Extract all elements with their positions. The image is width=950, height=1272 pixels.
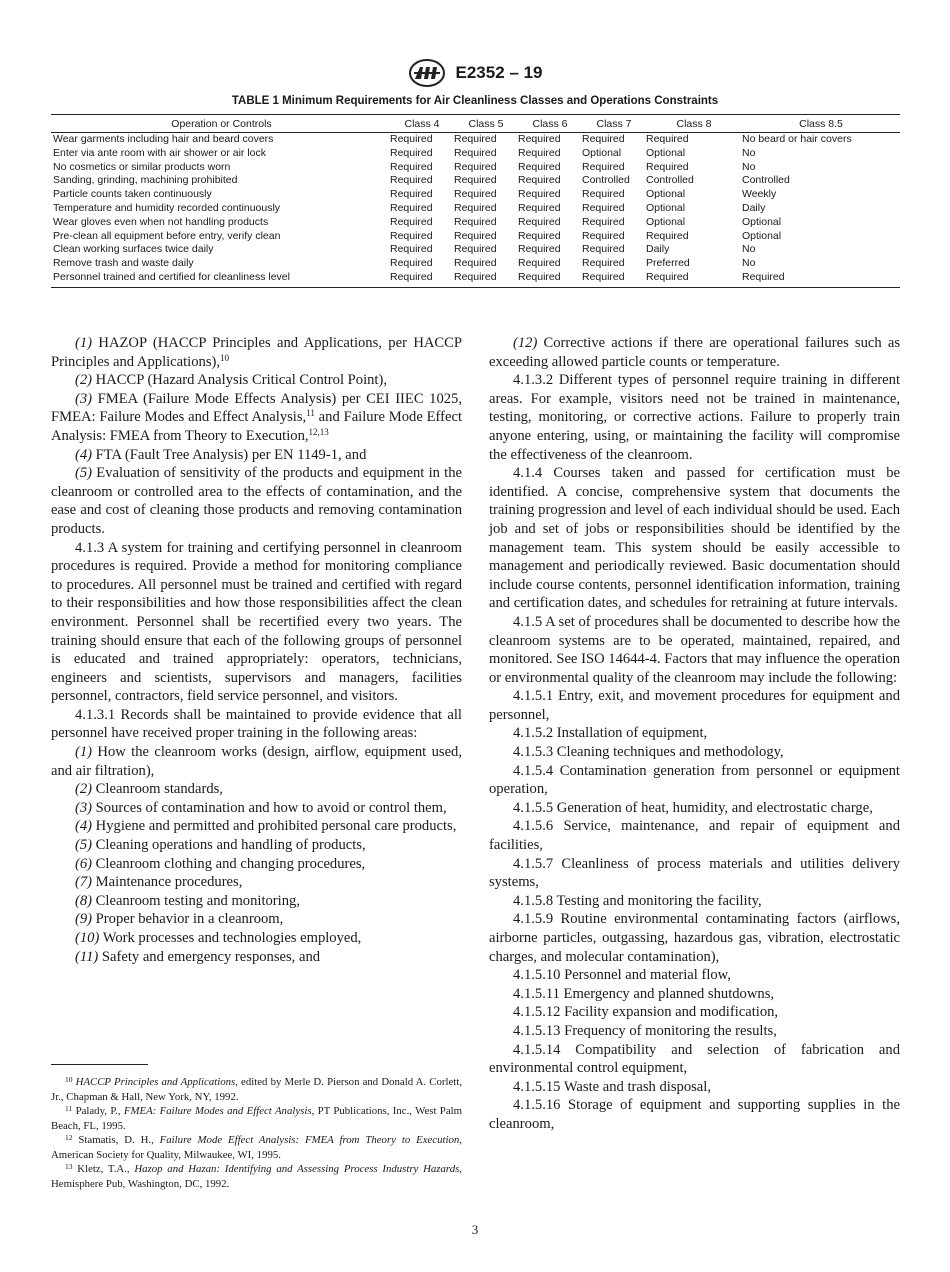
table-row <box>51 133 900 147</box>
requirement-cell: Optional <box>646 215 686 228</box>
paragraph-4-1-3: 4.1.3 A system for training and certifying personnel in cleanroom procedures is required. Provide a method for monitoring compliance to procedures. All personnel must be trained and certified with regard to their responsibilities and how those responsibilities affect the clean environment. Personnel shall be recertified every two years. The training should ensure that each of the following groups of personnel is educated and trained appropriately: operators, technicians, engineers and scientists, supervisors and managers, facilities personnel, contractors, field service personnel, and visitors. <box>51 539 462 705</box>
requirement-cell: Required <box>390 160 433 173</box>
requirement-cell: Required <box>582 188 625 201</box>
operation-cell: Clean working surfaces twice daily <box>53 243 214 256</box>
operation-cell: Wear gloves even when not handling products <box>53 215 269 228</box>
requirement-cell: Required <box>390 229 433 242</box>
table-body <box>51 133 900 288</box>
footnote-divider <box>51 1064 148 1065</box>
table-row <box>51 202 900 216</box>
operation-cell: Sanding, grinding, machining prohibited <box>53 174 238 187</box>
table-row <box>51 230 900 244</box>
requirement-cell: No <box>742 160 756 173</box>
paragraph-4-1-3-2: 4.1.3.2 Different types of personnel require training in different areas. For example, visitors need not be trained in maintenance, testing, monitoring, or corrective actions. Failure to properly train anyone entering, using, or maintaining the facility will compromise the effectiveness of the cleanroom. <box>489 372 900 463</box>
table-row <box>51 147 900 161</box>
requirement-cell: Required <box>390 188 433 201</box>
list-item: 4.1.5.8 Testing and monitoring the facility, <box>513 892 762 909</box>
list-item: (8) Cleanroom testing and monitoring, <box>75 892 300 909</box>
requirements-table <box>51 114 900 288</box>
table-row <box>51 271 900 287</box>
list-item: (1) HAZOP (HACCP Principles and Applications, per HACCP Principles and Applications),$^{10}$ <box>51 335 462 370</box>
training-list <box>51 743 462 966</box>
list-item: 4.1.5.15 Waste and trash disposal, <box>513 1078 711 1095</box>
column-header: Class 8.5 <box>742 115 900 133</box>
list-item: (6) Cleanroom clothing and changing procedures, <box>75 855 366 872</box>
table-row <box>51 257 900 271</box>
operation-cell: Remove trash and waste daily <box>53 257 194 270</box>
list-item: 4.1.5.11 Emergency and planned shutdowns, <box>513 985 775 1002</box>
table-row <box>51 174 900 188</box>
procedure-list <box>489 687 900 1133</box>
table-title: TABLE 1 Minimum Requirements for Air Cleanliness Classes and Operations Constraints <box>231 95 719 107</box>
list-item: (3) FMEA (Failure Mode Effects Analysis) per CEI IIEC 1025, FMEA: Failure Modes and Effect Analysis,$^{11}$ and Failure Mode Effect Analysis: FMEA from Theory to Execution,$^{12,13}$ <box>51 390 463 444</box>
table-row <box>51 243 900 257</box>
requirement-cell: No beard or hair covers <box>742 133 852 145</box>
astm-logo-icon <box>408 58 446 88</box>
requirement-cell: Required <box>454 133 497 145</box>
requirement-cell: Required <box>518 146 561 159</box>
requirement-cell: Required <box>646 229 689 242</box>
operation-cell: Personnel trained and certified for cleanliness level <box>51 271 390 287</box>
requirement-cell: Required <box>454 160 497 173</box>
requirement-cell: Optional <box>742 215 782 228</box>
left-column <box>51 334 462 966</box>
operation-cell: Temperature and humidity recorded continuously <box>53 201 281 214</box>
requirement-cell: Required <box>582 229 625 242</box>
column-header: Class 5 <box>454 115 518 133</box>
list-item: 4.1.5.10 Personnel and material flow, <box>513 967 731 984</box>
column-header: Class 8 <box>646 115 742 133</box>
column-header: Class 7 <box>582 115 646 133</box>
column-header: Class 4 <box>390 115 454 133</box>
requirement-cell: Required <box>742 271 900 287</box>
operation-cell: Particle counts taken continuously <box>53 188 212 201</box>
paragraph-4-1-3-1: 4.1.3.1 Records shall be maintained to provide evidence that all personnel have received proper training in the following areas: <box>51 706 462 742</box>
requirement-cell: Required <box>582 271 646 287</box>
requirement-cell: Required <box>518 229 561 242</box>
list-item: 4.1.5.16 Storage of equipment and supporting supplies in the cleanroom, <box>489 1097 900 1132</box>
list-item: (11) Safety and emergency responses, and <box>75 948 321 965</box>
requirement-cell: Required <box>518 174 561 187</box>
list-item: (4) Hygiene and permitted and prohibited personal care products, <box>75 818 457 835</box>
requirement-cell: Optional <box>646 201 686 214</box>
requirement-cell: Required <box>390 146 433 159</box>
requirement-cell: Required <box>646 133 689 145</box>
requirement-cell: Controlled <box>646 174 694 187</box>
list-item: 4.1.5.4 Contamination generation from personnel or equipment operation, <box>489 762 900 798</box>
list-item: (12) Corrective actions if there are operational failures such as exceeding allowed particle counts or temperature. <box>489 335 900 370</box>
requirement-cell: Controlled <box>742 174 790 187</box>
requirement-cell: Required <box>646 160 689 173</box>
requirement-cell: Required <box>454 188 497 201</box>
right-column <box>489 334 900 1134</box>
list-item: 4.1.5.7 Cleanliness of process materials and utilities delivery systems, <box>489 855 900 891</box>
requirement-cell: Required <box>518 201 561 214</box>
requirement-cell: Required <box>390 243 433 256</box>
operation-cell: Wear garments including hair and beard covers <box>53 133 274 145</box>
paragraph-4-1-5: 4.1.5 A set of procedures shall be documented to describe how the cleanroom systems are to be operated, maintained, repaired, and monitored. See ISO 14644-4. Factors that may influence the operation or environmental quality of the cleanroom may include the following: <box>489 613 900 686</box>
list-item: (2) Cleanroom standards, <box>75 781 223 798</box>
list-item: (2) HACCP (Hazard Analysis Critical Control Point), <box>75 372 387 389</box>
operation-cell: Enter via ante room with air shower or air lock <box>53 146 266 159</box>
requirement-cell: Required <box>518 257 561 270</box>
requirement-cell: Optional <box>582 146 622 159</box>
requirement-cell: Required <box>518 133 561 145</box>
operation-cell: Pre-clean all equipment before entry, verify clean <box>53 229 281 242</box>
paragraph-4-1-4: 4.1.4 Courses taken and passed for certification must be identified. A concise, comprehensive system that documents the training progression and level of each individual should be used. Each job and set of jobs or responsibilities should be identified by the management team. This system should be easily accessible to management and periodically reviewed. Basic documentation should include course contents, personnel identification information, training and certification dates, and schedules for retraining at future intervals. <box>489 465 900 612</box>
list-item: (5) Evaluation of sensitivity of the products and equipment in the cleanroom or controlled area to the effects of contamination, and the ease and cost of cleaning those products and removing contamination products. <box>51 465 462 537</box>
requirement-cell: No <box>742 243 756 256</box>
requirement-cell: Required <box>582 257 625 270</box>
requirement-cell: Required <box>390 215 433 228</box>
requirement-cell: Optional <box>646 146 686 159</box>
requirement-cell: Required <box>390 257 433 270</box>
requirement-cell: Required <box>454 215 497 228</box>
list-item: (1) How the cleanroom works (design, airflow, equipment used, and air filtration), <box>51 744 462 779</box>
requirement-cell: Required <box>518 188 561 201</box>
requirement-cell: Required <box>454 243 497 256</box>
list-item: (9) Proper behavior in a cleanroom, <box>75 911 284 928</box>
requirement-cell: Required <box>518 160 561 173</box>
requirement-cell: No <box>742 257 756 270</box>
requirement-cell: Required <box>582 160 625 173</box>
requirement-cell: Required <box>582 243 625 256</box>
list-item: 4.1.5.3 Cleaning techniques and methodology, <box>513 744 784 761</box>
requirement-cell: Required <box>454 271 518 287</box>
requirement-cell: Optional <box>742 229 782 242</box>
requirement-cell: Required <box>582 201 625 214</box>
table-header-row <box>51 115 900 133</box>
requirement-cell: Required <box>518 215 561 228</box>
requirement-cell: Controlled <box>582 174 630 187</box>
requirement-cell: Required <box>518 271 582 287</box>
requirement-cell: Required <box>454 257 497 270</box>
footnote: $^{13}$ Kletz, T.A., Hazop and Hazan: Identifying and Assessing Process Industry Hazards, Hemisphere Pub, Washington, DC, 1992. <box>51 1162 462 1190</box>
requirement-cell: Daily <box>742 201 766 214</box>
requirement-cell: Weekly <box>742 188 777 201</box>
requirement-cell: Required <box>390 271 454 287</box>
requirement-cell: Required <box>454 146 497 159</box>
list-item: 4.1.5.9 Routine environmental contaminating factors (airflows, airborne particles, outgassing, hazardous gas, vibration, electrostatic charges, and molecular contamination), <box>489 911 900 965</box>
list-item: 4.1.5.13 Frequency of monitoring the results, <box>513 1022 777 1039</box>
list-item: 4.1.5.6 Service, maintenance, and repair of equipment and facilities, <box>489 818 900 854</box>
requirement-cell: Daily <box>646 243 670 256</box>
table-row <box>51 216 900 230</box>
requirement-cell: Required <box>518 243 561 256</box>
footnotes <box>51 1075 462 1191</box>
requirement-cell: Optional <box>646 188 686 201</box>
requirement-cell: Required <box>454 201 497 214</box>
requirement-cell: Preferred <box>646 257 690 270</box>
requirement-cell: Required <box>582 133 625 145</box>
requirement-cell: Required <box>390 133 433 145</box>
list-item: (4) FTA (Fault Tree Analysis) per EN 1149-1, and <box>75 446 367 463</box>
standard-designation: E2352 – 19 <box>455 63 543 82</box>
table-row <box>51 161 900 175</box>
list-item: (10) Work processes and technologies employed, <box>75 930 362 946</box>
list-item: 4.1.5.5 Generation of heat, humidity, and electrostatic charge, <box>513 799 873 816</box>
requirement-cell: Required <box>646 271 742 287</box>
requirement-cell: Required <box>390 174 433 187</box>
page-number: 3 <box>471 1222 479 1237</box>
requirement-cell: Required <box>454 229 497 242</box>
list-item: (5) Cleaning operations and handling of products, <box>75 837 366 854</box>
list-item: 4.1.5.2 Installation of equipment, <box>513 725 708 742</box>
requirement-cell: Required <box>390 201 433 214</box>
requirement-cell: Required <box>454 174 497 187</box>
table-row <box>51 188 900 202</box>
list-item: 4.1.5.12 Facility expansion and modification, <box>513 1004 779 1021</box>
requirement-cell: No <box>742 146 756 159</box>
list-item: 4.1.5.14 Compatibility and selection of fabrication and environmental control equipment, <box>489 1041 900 1077</box>
footnote: $^{12}$ Stamatis, D. H., Failure Mode Effect Analysis: FMEA from Theory to Execution, American Society for Quality, Milwaukee, WI, 1995. <box>51 1133 462 1161</box>
column-header: Class 6 <box>518 115 582 133</box>
requirement-cell: Required <box>582 215 625 228</box>
column-header: Operation or Controls <box>51 115 390 133</box>
list-item: (7) Maintenance procedures, <box>75 874 243 891</box>
list-item: (3) Sources of contamination and how to avoid or control them, <box>75 799 447 816</box>
document-header <box>0 58 950 88</box>
footnote: $^{11}$ Palady, P., FMEA: Failure Modes and Effect Analysis, PT Publications, Inc., West Palm Beach, FL, 1995. <box>51 1104 463 1132</box>
footnote: $^{10}$ HACCP Principles and Applications, edited by Merle D. Pierson and Donald A. Corlett, Jr., Chapman & Hall, New York, NY, 1992. <box>51 1075 462 1103</box>
list-item: 4.1.5.1 Entry, exit, and movement procedures for equipment and personnel, <box>489 688 900 723</box>
operation-cell: No cosmetics or similar products worn <box>53 160 231 173</box>
